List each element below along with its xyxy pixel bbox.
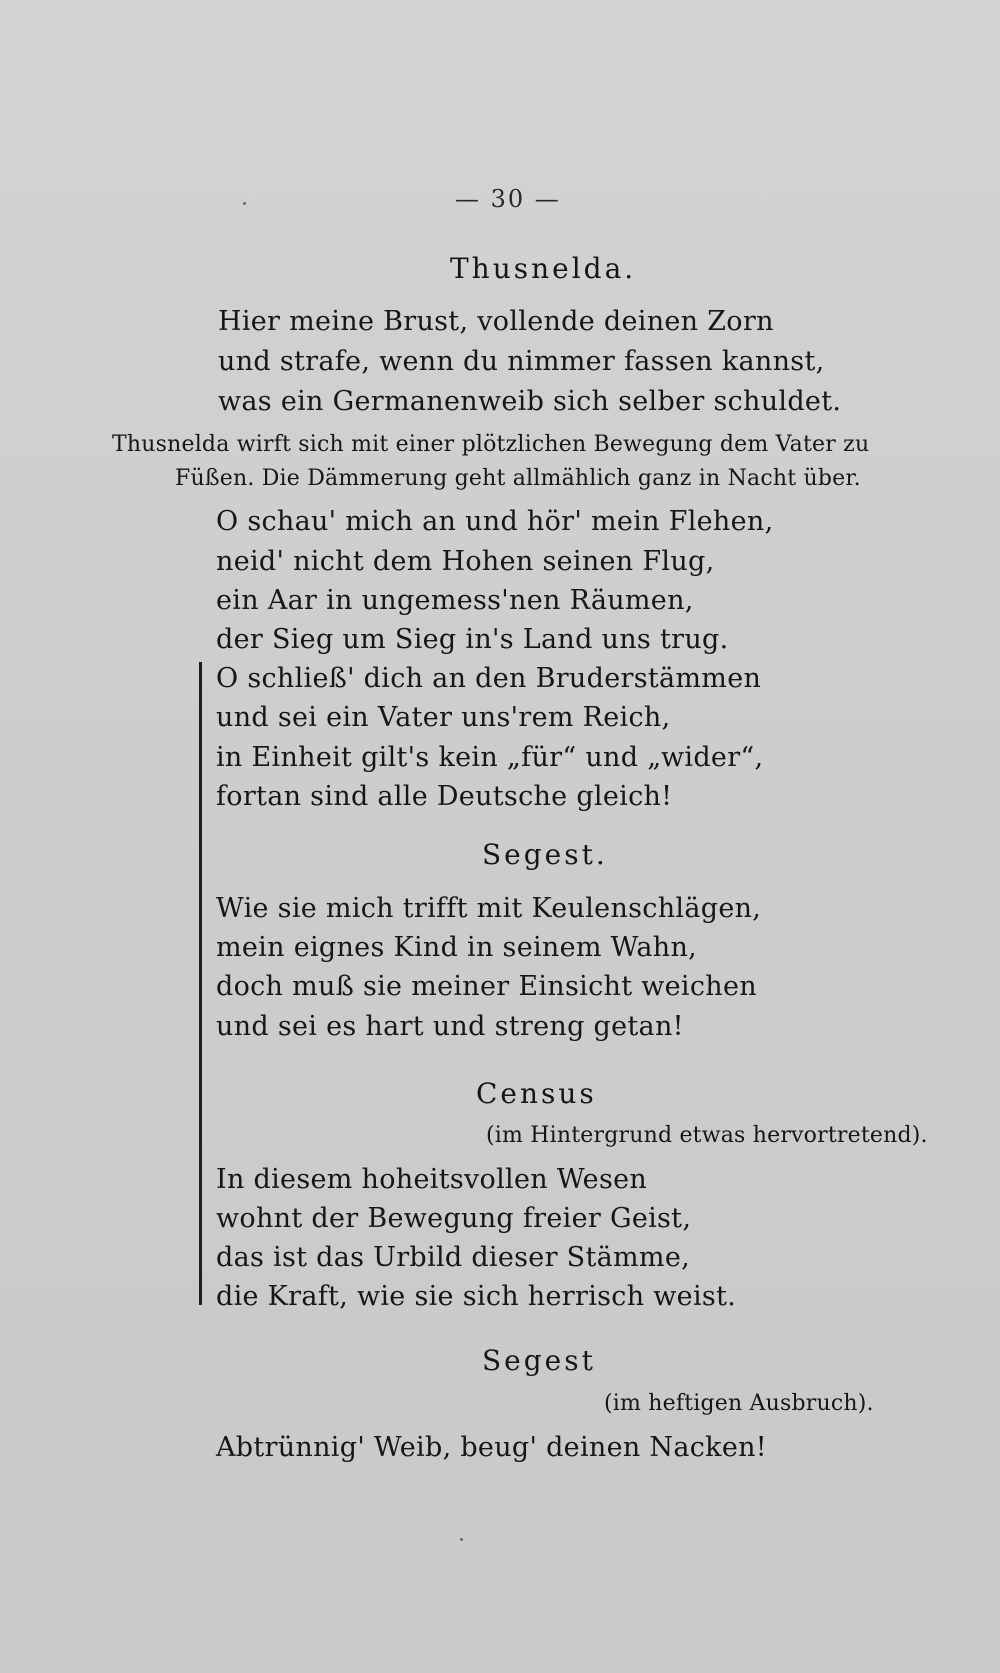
speaker-census: Census	[476, 1077, 597, 1110]
stage-direction: (im heftigen Ausbruch).	[604, 1391, 874, 1416]
stage-direction: Füßen. Die Dämmerung geht allmählich ganz in Nacht über.	[175, 466, 861, 491]
speaker-thusnelda: Thusnelda.	[450, 252, 637, 285]
verse-line: und sei ein Vater uns'rem Reich,	[216, 702, 671, 733]
verse-line: doch muß sie meiner Einsicht weichen	[216, 971, 757, 1002]
verse-line: In diesem hoheitsvollen Wesen	[216, 1164, 648, 1195]
verse-line: Wie sie mich trifft mit Keulenschlägen,	[216, 893, 762, 924]
verse-line: in Einheit gilt's kein „für“ und „wider“,	[216, 742, 764, 773]
verse-line: das ist das Urbild dieser Stämme,	[216, 1242, 690, 1273]
stage-direction: Thusnelda wirft sich mit einer plötzlichen Bewegung dem Vater zu	[112, 432, 870, 457]
verse-line: Abtrünnig' Weib, beug' deinen Nacken!	[216, 1432, 767, 1463]
margin-rule	[199, 662, 202, 1305]
verse-line: ein Aar in ungemess'nen Räumen,	[216, 585, 694, 616]
verse-line: Hier meine Brust, vollende deinen Zorn	[218, 306, 774, 337]
verse-line: mein eignes Kind in seinem Wahn,	[216, 932, 698, 963]
verse-line: und strafe, wenn du nimmer fassen kannst,	[218, 346, 825, 377]
paper-speck	[460, 1538, 463, 1541]
verse-line: fortan sind alle Deutsche gleich!	[216, 781, 673, 812]
verse-line: der Sieg um Sieg in's Land uns trug.	[216, 624, 729, 655]
stage-direction: (im Hintergrund etwas hervortretend).	[486, 1123, 928, 1148]
verse-line: die Kraft, wie sie sich herrisch weist.	[216, 1281, 737, 1312]
verse-line: O schau' mich an und hör' mein Flehen,	[216, 506, 774, 537]
verse-line: wohnt der Bewegung freier Geist,	[216, 1203, 692, 1234]
speaker-segest: Segest	[482, 1344, 596, 1377]
page-number: — 30 —	[455, 185, 561, 213]
verse-line: was ein Germanenweib sich selber schuldet.	[218, 386, 842, 417]
verse-line: neid' nicht dem Hohen seinen Flug,	[216, 546, 715, 577]
speaker-segest: Segest.	[482, 838, 608, 871]
paper-speck	[243, 202, 246, 205]
verse-line: O schließ' dich an den Bruderstämmen	[216, 663, 762, 694]
verse-line: und sei es hart und streng getan!	[216, 1011, 684, 1042]
